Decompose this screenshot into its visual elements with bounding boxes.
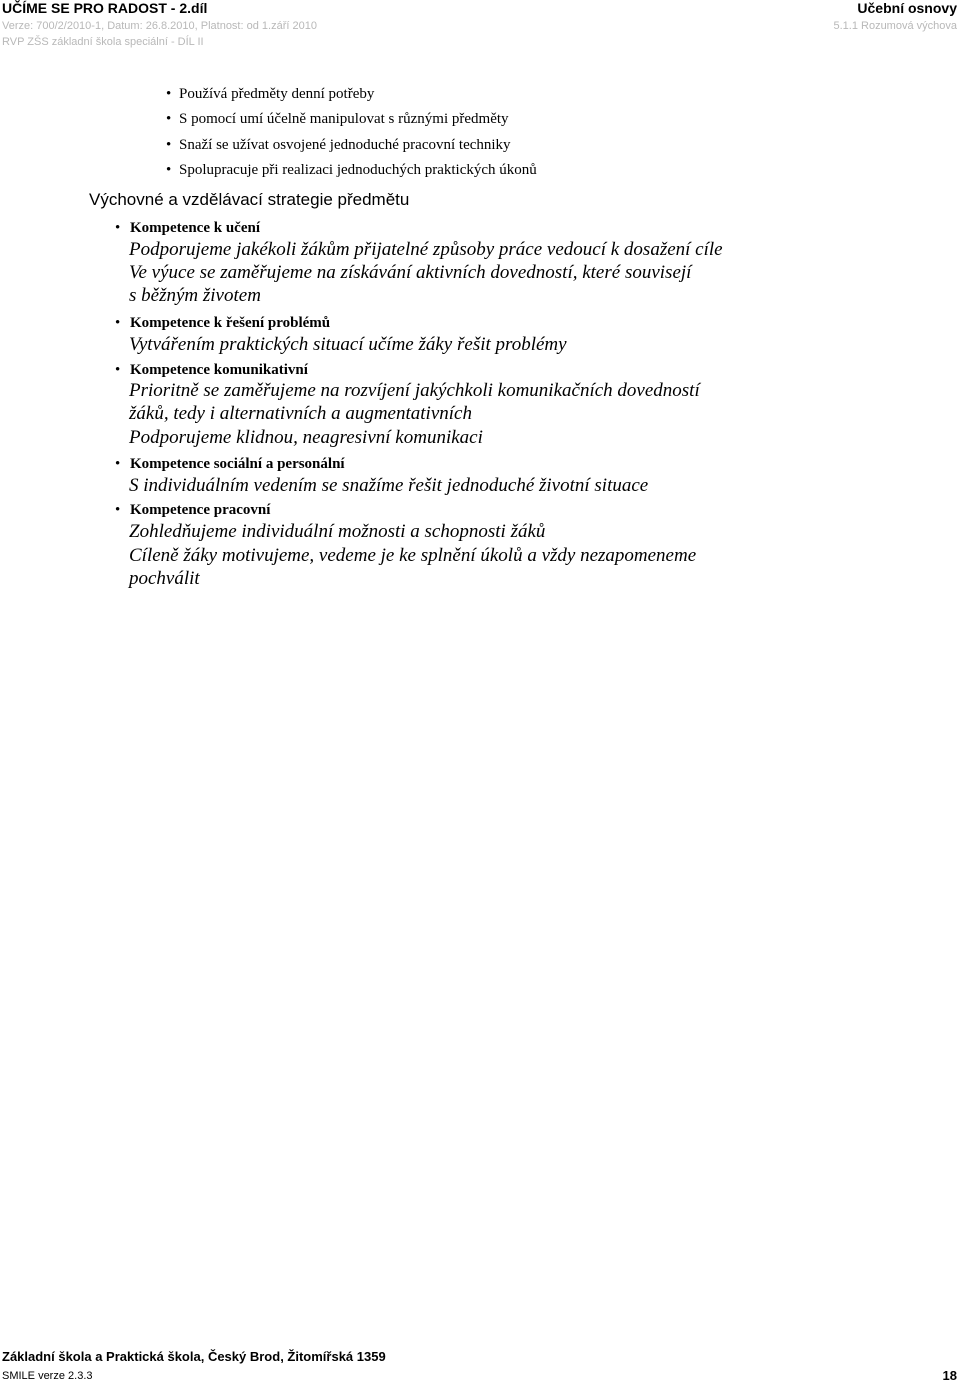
- outcome-item: • Používá předměty denní potřeby: [179, 85, 374, 103]
- program-label: RVP ZŠS základní škola speciální - DÍL II: [2, 36, 204, 48]
- page-number: 18: [942, 1368, 957, 1383]
- competence-text: S individuálním vedením se snažíme řešit jednoduché životní situace: [129, 475, 649, 496]
- competence-heading: • Kompetence k řešení problémů: [130, 314, 330, 332]
- competence-heading: • Kompetence sociální a personální: [130, 455, 345, 473]
- school-name: Základní škola a Praktická škola, Český Brod, Žitomířská 1359: [2, 1349, 386, 1364]
- competence-text: Zohledňujeme individuální možnosti a schopnosti žáků: [129, 521, 546, 542]
- outcome-item: • Snaží se užívat osvojené jednoduché pracovní techniky: [179, 136, 511, 154]
- competence-heading: • Kompetence k učení: [130, 219, 260, 237]
- competence-text: Cíleně žáky motivujeme, vedeme je ke splnění úkolů a vždy nezapomeneme: [129, 545, 697, 566]
- section-label: 5.1.1 Rozumová výchova: [833, 20, 957, 32]
- competence-text: Ve výuce se zaměřujeme na získávání aktivních dovedností, které souvisejí: [129, 262, 692, 283]
- document-type: Učební osnovy: [857, 0, 957, 16]
- competence-text: žáků, tedy i alternativních a augmentativních: [129, 403, 472, 424]
- outcome-item: • Spolupracuje při realizaci jednoduchých praktických úkonů: [179, 161, 537, 179]
- version-info: Verze: 700/2/2010-1, Datum: 26.8.2010, Platnost: od 1.září 2010: [2, 20, 317, 32]
- competence-heading: • Kompetence komunikativní: [130, 361, 308, 379]
- strategy-heading: Výchovné a vzdělávací strategie předmětu: [89, 190, 410, 209]
- document-title: UČÍME SE PRO RADOST - 2.díl: [2, 0, 208, 16]
- outcome-item: • S pomocí umí účelně manipulovat s různými předměty: [179, 110, 509, 128]
- competence-text: Podporujeme jakékoli žákům přijatelné způsoby práce vedoucí k dosažení cíle: [129, 239, 723, 260]
- competence-text: Vytvářením praktických situací učíme žáky řešit problémy: [129, 334, 567, 355]
- competence-text: Prioritně se zaměřujeme na rozvíjení jakýchkoli komunikačních dovedností: [129, 380, 700, 401]
- competence-text: pochválit: [129, 568, 200, 589]
- competence-heading: • Kompetence pracovní: [130, 501, 270, 519]
- software-version: SMILE verze 2.3.3: [2, 1370, 93, 1382]
- competence-text: Podporujeme klidnou, neagresivní komunikaci: [129, 427, 483, 448]
- competence-text: s běžným životem: [129, 285, 261, 306]
